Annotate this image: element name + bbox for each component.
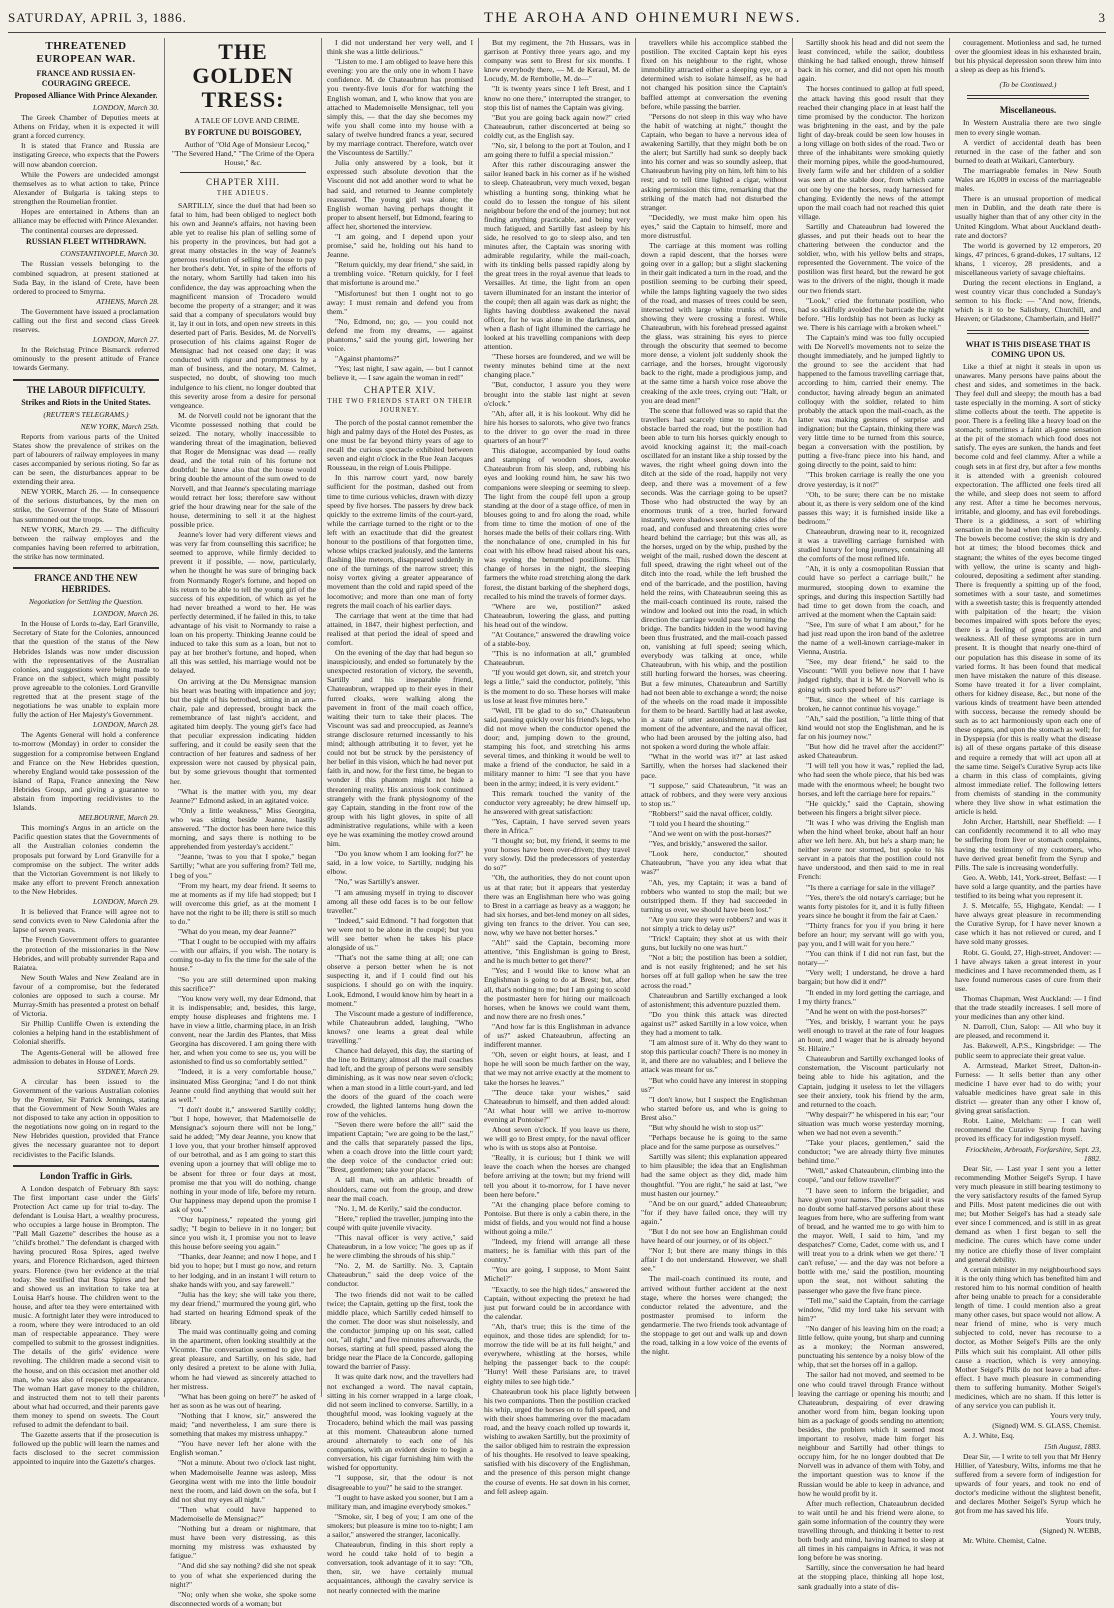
story-paragraph: "Thirty francs for you if you bring it here before an hour; my servant will go with you, pay you, and I will wait for you here." xyxy=(798,920,944,949)
story-paragraph: "See, my dear friend," he said to the Viscount: "Will you believe now that I have judged rightly, that it is M. de Norvell who is going with such speed before us?" xyxy=(798,657,944,694)
story-paragraph: "Ah, yes, my Captain; it was a band of robbers who wanted to stop the mail; but we outstripped them. If they had succeeded in turning us over, we should have been lost." xyxy=(641,877,787,914)
letter-dateline: 15th August, 1883. xyxy=(1043,1441,1101,1451)
story-paragraph: "Look," cried the fortunate postilion, who had so skilfully avoided the barricade the night before. "His lordship has not been as lucky as we. There is his carriage with a broken wheel." xyxy=(798,295,944,332)
article-paragraph: The Gazette asserts that if the prosecution is followed up the public will learn the names and facts disclosed to the secret commission appointed to inquire into the Gazette's charges. xyxy=(13,1430,159,1467)
chapter-heading: CHAPTER XIII. xyxy=(206,177,280,188)
misc-item: The world is governed by 12 emperors, 20 kings, 47 princes, 6 grand-dukes, 17 sultans, 12 khans, 1 viceroy, 28 presidents, and a miscellaneous variety of savage chieftains. xyxy=(955,240,1101,277)
story-paragraph: "Seven there were before the all!" said the impatient Captain; "we are going to be the last," and the calls that separately passed the lips, when a coach drove into the little court yard; the deep voice of the conductor cried out: "Brest, gentlemen; take your places." xyxy=(327,1119,474,1175)
dateline: ATHENS, March 28. xyxy=(96,296,159,306)
story-paragraph: "Listen to me. I am obliged to leave here this evening: you are the only one in whom I have confidence. M. de Chateaubrun has promised you twenty-five louis d'or for watching the English woman, and I, who know that you are attached to Mademoiselle Mensignac, tell you simply this, — that the day she becomes my wife you shall come into my house with a salary of twelve hundred francs a year, secured by my marriage contract. Therefore, watch over the Viscountess de Sartilly." xyxy=(327,57,473,158)
story-paragraph: "This naval officer is very active," said Chateaubrun, in a low voice; "he goes up as if he were climbing the shrouds of his ship." xyxy=(327,1233,473,1261)
subhead-strikes: Strikes and Riots in the United States. xyxy=(21,397,151,407)
headline-miscellaneous: Miscellaneous. xyxy=(999,105,1057,116)
misc-item: A verdict of accidental death has been returned in the case of the father and son burned to death at Waikari, Canterbury. xyxy=(955,137,1101,165)
story-paragraph: "At the changing place before coming to Pontoise. But there is only a cabin there, in the midst of fields, and you would not find a house without going a mile." xyxy=(484,1199,630,1236)
story-paragraph: "Ah, it is only a cosmopolitan Russian that could have so perfect a carriage built," he murmured, stooping down to examine the springs, and during this inspection Sartilly had had time to get down from the coach, and arrived at the moment when the Captain said: xyxy=(798,564,944,619)
story-paragraph: "Perhaps because he is going to the same place and for the same purpose as ourselves." xyxy=(641,1133,787,1152)
story-paragraph: The sailor had not moved, and seemed to be one who could travel through France without leaving the carriage or opening his mouth; and Chateaubrun, despairing of ever drawing another word from him, began looking upon him as a package of goods sending no attention; besides, the problem which it seemed most important to resolve, made him forget his neighbour and Sartilly had other things to occupy him, for he no longer doubted that De Norvell was in advance of them with Toby, and the important question was to know if the Russian would be able to keep in advance, and how he would profit by it. xyxy=(798,1370,944,1498)
headline-london-traffic: London Traffic in Girls. xyxy=(39,1170,133,1181)
story-paragraph: "What has been going on here?" he asked of her as soon as he was out of hearing. xyxy=(170,1391,316,1410)
story-paragraph: "But I do not see how an Englishman could have heard of our journey, or of its object." xyxy=(641,1227,787,1246)
story-paragraph: "Not a minute. About two o'clock last night, when Mademoiselle Jeanne was asleep, Miss Georgina went with me into the little boudoir next the room, and laid down on the sofa, but I did not shut my eyes all night." xyxy=(170,1458,316,1504)
story-paragraph: "You are going, I suppose, to Mont Saint Michel?" xyxy=(484,1265,630,1284)
story-paragraph: "Yes; and I would like to know what an Englishman is going to do at Brest; but, after all, that's nothing to me; but I am going to scold the postmaster here for hiring our mailcoach horses, when he knows we could want them, and now there are no fresh ones." xyxy=(484,966,630,1021)
story-paragraph: "Where are we, postilion?" asked Chateaubrun, lowering the glass, and putting his head out of the window. xyxy=(484,601,630,629)
story-paragraph: "Do you think this attack was directed against us?" asked Sartilly in a low voice, when they had a moment to talk. xyxy=(641,1009,787,1038)
story-paragraph: "Oh, the authorities, they do not count upon us at that rate; but it appears that yesterday there was an Englishman here who was going to Brest in a carriage as heavy as a waggon; he had six horses, and bet-lend money on all sides, giving ten francs to the driver. You can see, now, why we have not better horses." xyxy=(484,873,630,937)
story-paragraph: The scene that followed was so rapid that the travellers had scarcely time to note it. An obstacle barred the road, but the postilion had been able to turn his horses quickly enough to avoid knocking against it; the mail-coach oscillated for an instant like a ship tossed by the waves, the right wheel going down into the ditch at the side of the road, happily not very deep, and there was a movement of a few seconds. Was the carriage going to be upset? Those who had obstructed the way by an enormous trunk of a tree, hurled forward instantly, were shadows seen on the sides of the road, and confused and threatening cries were heard behind the carriage; but this was all, as the horses, urged on by the whip, pushed by the weight of the mail, rushed down the descent at full speed, drawing the right wheel out of the ditch into the road, while the left brushed the end of the barricade, and the postilion, having held the reins, with Chateaubrun seeing this as the mail-coach continued its route, raised the window and looked out into the road, in which direction the carriage would pass by turning the bridge. The bandits hidden in the wood having been thus frustrated, and the mail-coach passed on, vanishing at full speed; seeing which, everybody was talking at once, while Chateaubrun, with his whip, and the postilion still hurling forward the horses, was cheering. But a few minutes, Chateaubrun and Sartilly had not been able to exchange a word; the noise of the wheels on the road made it impossible for them to be heard. Sartilly had at last awoke, in a state of utter astonishment, at the last moment of the adventure, and the naval officer, who had been aroused by the jolting also, had not spoken a word during the whole affair. xyxy=(641,405,787,752)
story-paragraph: "Take your places, gentlemen," said the conductor; "we are already thirty five minutes behind time." xyxy=(798,1138,944,1166)
story-paragraph: "Are you sure they were robbers? and was it not simply a trick to delay us?" xyxy=(641,914,787,933)
story-paragraph: The horses continued to gallop at full speed, the attack having this good result that they reached their changing place in at least half the time promised by the conductor. The horizon was brightening in the east, and by the pale light of day-break could be seen low houses in a long village on both sides of the road. Two or three of the inhabitants were smoking quietly their morning pipes, while the good-humoured, lively farm wife and her children of a soldier was seen at the stable door, from which came out one by one the horses, ready harnessed for changing. Evidently the news of the attempt upon the mail coach had not reached this quiet village. xyxy=(798,84,944,221)
story-paragraph: But my regiment, the 7th Hussars, was in garrison at Pontivy three years ago, and my company was sent to Brest for six months. I knew everybody there, — M. de Keraul, M. de Locudy, M. de Rembolle, M. de—" xyxy=(484,38,630,84)
story-paragraph: M. de Norvell could not be ignorant that the Vicomte possessed nothing that could be seized. The notary, wholly inaccessible to wandering threat of the imagination, believed that Roger de Mensignac was dead — really dead, and the total ruin of his fortune not doubtful: he knew also that the house would bring double the amount of the sum owed to de Norvell, and that Jeanne's speculating marriage would retract her loss; therefore saw without grief the hour drawing near for the sale of the house, determining to sell it at the highest possible price. xyxy=(170,410,316,529)
story-paragraph: "What in the world was it?" at last asked Sartilly, when the horses had slackened their pace. xyxy=(641,752,787,780)
dateline: LONDON, March 26. xyxy=(93,609,159,619)
story-paragraph: Chateaubrun and Sartilly exchanged a look of astonishment; this adventure puzzled them. xyxy=(641,990,787,1009)
testimonial: John Archer, Hartshill, near Sheffield: — I can confidently recommend it to all who may be suffering from liver or stomach complaints, having the testimony of my customers, who have derived great benefit from the Syrup and Pills. The sale is increasing wonderfully. xyxy=(955,817,1101,872)
article-paragraph: While the Powers are undecided amongst themselves as to what action to take, Prince Alexander of Bulgaria is taking steps to strengthen the Roumelian frontier. xyxy=(13,169,159,206)
misc-item: In Western Australia there are two single men to every single woman. xyxy=(955,118,1101,137)
dateline: LONDON, March 30. xyxy=(93,103,159,112)
story-paragraph: "No. 2, M. de Sartilly. No. 3, Captain Chateaubrun," said the deep voice of the conductor. xyxy=(327,1261,473,1289)
newspaper-title: THE AROHA AND OHINEMURI NEWS. xyxy=(483,9,802,26)
story-paragraph: "And we went on with the post-horses?" xyxy=(649,829,772,839)
story-paragraph: "It is twenty years since I left Brest, and I know no one there," interrupted the stranger, to stop this list of names the Captain was giving. xyxy=(484,84,630,112)
chapter-subtitle: THE ADIEUS. xyxy=(216,189,270,197)
story-paragraph: SARTILLY, since the duel that had been so fatal to him, had been obliged to neglect both his own and Jeanne's affairs, not having been able yet to realise his plan of selling some of his property in the provinces, but had got a great many obstacles in the way of Jeanne's generous resolution of selling her house to pay her brother's debt. Yet, in spite of the efforts of the notary, whom Sartilly had taken into his confidence, the day was approaching when the magnificent mansion of Trocadero would become the property of a stranger; and it was said that a company of speculators would buy it, lay it out in lots, and open new streets in this deserted part of Paris. Besides, M. de Norvell's prosecution of his claims against Roger de Mensignac had not ceased one day; it was conducted with rigour and promptness by a man of business, and the notary, M. Calmet, suspected, no doubt, of showing too much indulgence to his client, no longer doubted that this severity arose from a desire for personal vengeance. xyxy=(170,200,316,410)
story-paragraph: "Tell me," said the Captain, from the carriage window, "did my lord take his servant with him?" xyxy=(798,1295,944,1323)
to-be-continued: (To be Continued.) xyxy=(999,80,1057,90)
article-paragraph: The Russian vessels belonging to the combined squadron, at present stationed at Suda Bay, in the island of Crete, have been ordered to proceed to Smyrna. xyxy=(13,259,159,296)
story-paragraph: Sartilly, since the conversation he had heard at the stopping place, thinking all hope lost, sank gradually into a state of dis- xyxy=(798,1563,944,1591)
story-paragraph: "But how did he travel after the accident?" asked Chateaubrun. xyxy=(798,742,944,761)
story-paragraph: "That's not the same thing at all; one can observe a person better when he is not suspecting it, and if I could find out his suspicions. I should go on with the inquiry. Look, Edmond, I would know him by heart in a moment." xyxy=(327,953,473,1008)
story-paragraph: "What do you mean, my dear Jeanne?" xyxy=(178,927,297,937)
story-paragraph: I did not understand her very well, and I think she was a little delirious." xyxy=(327,38,473,57)
story-paragraph: On arriving at the Du Mensignac mansion his heart was beating with impatience and joy; but the sight of his betrothed, sitting in an arm-chair, pale and depressed, brought back the remembrance of last night's accident, and agitated him deeply. The young girl's face had that peculiar expression indicating hidden suffering, and it could be easily seen that the contraction of her features and sadness of her expression were not caused by physical pain, but by some grievous thought that tormented her. xyxy=(170,676,316,786)
story-paragraph: Sartilly and Chateaubrun had lowered the glasses, and put their heads out to hear the chattering between the conductor and the soldier, who, with his yellow belts and straps, represented the Government. The voice of the postilion was first heard, but the reward he got was to the drivers of the night, though it made our two friends start. xyxy=(798,221,944,295)
headline-disease: WHAT IS THIS DISEASE THAT IS COMING UPON US. xyxy=(965,339,1091,359)
dateline: LONDON, March 28. xyxy=(93,720,159,730)
story-paragraph: After much reflection, Chateaubrun decided to wait until he and his friend were alone, to gain some information of the country they were travelling through, and thinking it better to rest both body and mind, having learned to sleep at all times in his campaigns in Africa, it was not long before he was snoring. xyxy=(798,1498,944,1563)
news-columns xyxy=(8,38,1106,1608)
story-paragraph: The two friends did not wait to be called twice; the Captain, getting up the first, took the middle place, which Sartilly ceded himself to the corner. The door was shut noiselessly, and the conductor jumping up on his seat, called out, "all right," and five minutes afterwards, the horses, starting at full speed, passed along the bridge near the Place de la Concorde, galloping toward the barrier of Passy. xyxy=(327,1289,473,1372)
headline-labour-difficulty: THE LABOUR DIFFICULTY. xyxy=(26,384,146,395)
story-paragraph: The carriage that went at the time that had attained, in 1847, their highest perfection, and realised at that period the ideal of speed and comfort. xyxy=(327,610,473,647)
story-paragraph: "I am almost sure of it. Why do they want to stop this particular coach? There is no money in it, and there are no valuables; and I believe the attack was meant for us." xyxy=(641,1038,787,1075)
story-paragraph: "Nor I; but there are many things in this affair I do not understand. However, we shall see." xyxy=(641,1246,787,1274)
letter-paragraph: Dear Sir, — I write to tell you that Mr Henry Hillier, of Yatesbury, Wilts, informs me that he suffered from a severe form of indigestion for upwards of four years, and took no end of doctor's medicine without the slightest benefit, and declares Mother Seigel's Syrup which he got from me has saved his life. xyxy=(955,1451,1101,1516)
dateline: MELBOURNE, March 29. xyxy=(78,813,159,823)
letter-paragraph: Dear Sir, — Last year I sent you a letter recommending Mother Seigel's Syrup. I have very much pleasure in still bearing testimony to the very satisfactory results of the famed Syrup and Pills. Most patent medicines die out with me; but Mother Seigel's has had a steady sale ever since I commenced, and is still in as great demand as when I first began to sell the medicine. The cures which have come under my notice are chiefly those of liver complaint and general debility. xyxy=(955,1163,1101,1264)
testimonial: Robt. Laine, Melcham: — I can well recommend the Curative Syrup from having proved its efficacy for indigestion myself. xyxy=(955,1116,1101,1144)
story-paragraph: Chateaubrun and Sartilly exchanged looks of consternation, the Viscount particularly not being able to hide his agitation, and the Captain, judging it useless to let the villagers see their anxiety, took his friend by the arm, and returned to the coach. xyxy=(798,1054,944,1109)
story-paragraph: The carriage at this moment was rolling down a rapid descent, that the horses were going over in a gallop; but a slight slackening in their gait indicated a turn in the road, and the postilion seeming to be curbing their speed, while the lamps lighting vaguely the two sides of the road, and masses of trees could be seen, intersected with large white trunks of trees, showing they were crossing a forest. While Chateaubrun, with his forehead pressed against the glass, was straining his eyes to pierce through the obscurity that seemed to become more dense, a violent jolt suddenly shook the carriage, and the horses, brought vigorously back to the right, made a prodigious jump, and at the same time a harsh voice rose above the creaking of the axle trees, crying out: "Halt, or you are dead men!" xyxy=(641,241,787,405)
story-paragraph: This remark touched the vanity of the conductor very agreeably; he drew himself up, he answered with great satisfaction: xyxy=(484,788,630,816)
story-paragraph: "Indeed," said Edmond. "I had forgotten that we were not to be alone in the coupé; but you will see better when he takes his place alongside of us." xyxy=(327,915,473,953)
story-paragraph: "I don't know, but I suspect the Englishman who started before us, and who is going to Brest also." xyxy=(641,1094,787,1122)
story-paragraph: "Against phantoms?" xyxy=(335,354,400,364)
article-paragraph: This morning's Argus in an article on the Pacific question states that the Governments of all the Australian colonies condemn the proposals put forward by Lord Granville for a compromise on the subject. The writer adds that the Victorian Government is not likely to make any effort to prevent French annexation to the New Hebrides. xyxy=(13,823,159,896)
story-paragraph: The mail-coach continued its route, and arrived without further accident at the next stage, where the horses were changed; the conductor related the adventure, and the postmaster promised to inform the gendarmerie. The two friends took advantage of the stoppage to get out and walk up and down the road, talking in a low voice of the events of the night. xyxy=(641,1274,787,1357)
story-paragraph: "No, sir, I belong to the port at Toulon, and I am going there to fulfil a special mission." xyxy=(484,141,630,160)
story-paragraph: "I am going, and I depend upon your promise," said he, holding out his hand to Jeanne. xyxy=(327,231,473,260)
story-paragraph: "But who could have any interest in stopping us?" xyxy=(641,1075,787,1094)
story-paragraph: "But why should he wish to stop us?" xyxy=(649,1122,763,1132)
article-paragraph: The Agents General will hold a conference to-morrow (Monday) in order to consider the suggestion for a compromise between England and France on the New Hebrides question, whereby England would take possession of the island of Rapa, France annexing the New Hebrides Group, and giving a guarantee to abstain from importing recidivistes to the Islands. xyxy=(13,730,159,813)
story-paragraph: "Trick! Captain; they shot at us with their guns, but luckily no one was hurt." xyxy=(641,934,787,953)
story-paragraph: In this narrow court yard, now barely sufficient for the postman, dashed out from time to time curious vehicles, drawn with dizzy speed by five horses. The passers by drew back quickly to the extreme limits of the court-yard, while the carriage turned to the right or to the left with an exactitude that did the greatest honour to the postilions of that forgotten time, whose whips cracked jealously, and the lanterns flashing like meteors, disappeared suddenly in one of the turnings of the narrow street; this noisy vortex giving a greater appearance of movement than the cold and rapid speed of the locomotive; and more than one man of forty regrets the mail coach of his earlier days. xyxy=(327,473,473,610)
letter-addressee: A. J. White, Esq. xyxy=(963,1431,1015,1441)
story-paragraph: "No. 1, M. de Kerily," said the conductor. xyxy=(335,1203,462,1213)
story-paragraph: "You know very well, my dear Edmond, that it is indispensable; and, besides, this large, empty house displeases and frightens me. I have in view a little, charming place, in an Irish convent, near the Jardin des Plantes, that Miss Georgina has discovered. I am going there with her, and when you come to see us, you will be astonished to find us so comfortably settled." xyxy=(170,993,316,1067)
article-paragraph: Sir Phillip Cunliffe Owen is extending the colonies a helping hand in the establishment of Colonial sheriffs. xyxy=(13,1019,159,1047)
testimonial: Robt. G. Gould, 27, High-street, Andover: — I have always taken a great interest in your medicines and I have recommended them, as I have found numerous cases of cure from their use. xyxy=(955,947,1101,993)
story-paragraph: "It ended in my lord getting the carriage, and I my thirty francs." xyxy=(798,987,944,1006)
story-paragraph: "Do you know whom I am looking for?" he said, in a low voice, to Sartilly, nudging his elbow. xyxy=(327,849,473,877)
letter-addressee: Mr. White. Chemist, Calne. xyxy=(963,1536,1047,1546)
divider xyxy=(180,172,306,173)
letter-closing: Yours truly, xyxy=(1065,1516,1101,1526)
story-paragraph: "No," was Sartilly's answer. xyxy=(335,877,420,887)
dateline: LONDON, March 29. xyxy=(93,897,159,907)
story-paragraph: The Captain's mind was too fully occupied with De Norvell's movements not to seize the thought immediately, and he jumped lightly to the ground to see the accident that had happened to the famous travelling carriage that, according to him, carried their enemy. The conductor, having already begun an animated colloquy with the soldier, related to him probably the attack upon the mail-coach, as the latter was making gestures of surprise and indignation; but the Captain, thinking there was very little time to be turned from this source, began a conversation with the postilion, by putting a five-franc piece into his hand, and going directly to the point, said to him: xyxy=(798,333,944,470)
subhead-negotiation: Negotiation for Settling the Question. xyxy=(28,597,144,607)
story-paragraph: A tall man, with an athletic breadth of shoulders, came out from the group, and drew near the mail coach. xyxy=(327,1175,473,1203)
story-paragraph: Julia only answered by a look, but it expressed such absolute devotion that the Viscount did not add another word to what he had said, and returned to Jeanne completely reassured. The young girl was alone; the English woman having perhaps thought it proper to absent herself, but Edmond, fearing to affect her, shortened the interview. xyxy=(327,158,473,231)
testimonial: N. Darroll, Clun, Salop: — All who buy it are pleased, and recommend it. xyxy=(955,1022,1101,1041)
column-2 xyxy=(165,38,322,1608)
masthead xyxy=(8,4,1106,33)
section-divider xyxy=(967,330,1089,334)
testimonial: A. Armstead, Market Street, Dalton-in-Furness: — It sells better than any other medicine I have ever had to do with; your valuable medicines have great sale in this district — greater than any other I know of, giving great satisfaction. xyxy=(955,1060,1101,1116)
story-paragraph: "Oh, seven or eight hours, at least, and I hope he will soon be much farther on the way, that we may not arrive exactly at the moment to take the horses he leaves." xyxy=(484,1050,630,1087)
story-paragraph: "Yes, Captain, I have served seven years there in Africa." xyxy=(484,816,630,835)
column-7 xyxy=(950,38,1106,1546)
article-paragraph: Reports from various parts of the United States show the prevalence of strikes on the part of labourers of railway employees in many cases accompanied by serious rioting. So far as can be seen, the disturbances appear to be extending their area. xyxy=(13,431,159,487)
story-paragraph: "So you are still determined upon making this sacrifice?" xyxy=(170,974,316,993)
story-paragraph: "Oh, to be sure; there can be no mistake about it, as there is very seldom one of the kind passes this way; it is furnished inside like a bedroom." xyxy=(798,489,944,526)
headline-european-war: THREATENED EUROPEAN WAR. xyxy=(36,40,136,65)
article-paragraph: The Agents-General will be allowed free admission to debates in House of Lords. xyxy=(13,1047,159,1066)
story-paragraph: "Look here, conductor," shouted Chateaubrun, "have you any idea what that was?" xyxy=(641,849,787,877)
story-paragraph: "He quickly," said the Captain, showing between his fingers a bright silver piece. xyxy=(798,798,944,817)
author-note: Author of "Old Age of Monsieur Lecoq," "The Severed Hand," "The Crime of the Opera House," &c. xyxy=(171,140,315,168)
story-paragraph: "No danger of his leaving him on the road; a little fellow, quite young, but sharp and cunning as a monkey; the Norman answered, punctuating his sentence by a noisy blow of the whip, that set the horses off in a gallop. xyxy=(798,1323,944,1370)
story-paragraph: "See, I'm sure of what I am about," for he had just read upon the iron band of the axletree the name of a well-known carriage-maker in Vienna, Austria. xyxy=(798,619,944,657)
story-paragraph: Sartilly shook his head and did not seem the least convinced, while the sailor, doubtless thinking he had talked enough, threw himself back in his corner, and did not open his mouth again. xyxy=(798,38,944,84)
misc-item: There is an unusual proportion of medical men in Dublin, and the death rate there is usually higher than that of any other city in the United Kingdom. What about Auckland death-rate and doctors? xyxy=(955,194,1101,240)
section-divider xyxy=(13,1165,159,1167)
serial-subtitle: A TALE OF LOVE AND CRIME. xyxy=(194,116,300,125)
story-paragraph: "If you would get down, sir, and stretch your legs a little," said the conductor, politely, "this is the moment to do so. These horses will make us lose at least five minutes here." xyxy=(484,668,630,705)
article-paragraph: NEW YORK, March 29. — The difficulty between the railway employes and the companies having been referred to arbitration, the strike has now terminated. xyxy=(13,524,159,561)
letter-paragraph: A certain minister in my neighbourhood says it is the only thing which has benefited him and restored him to his normal condition of health after being unable to preach for a considerable length of time. I could mention also a great many other cases, but space would not allow. A near friend of mine, who is very much subjected to cold, never has recourse to a doctor, as Mother Seigel's Pills are the only Pills which suit his complaint. All other pills cause a reaction, which is very annoying. Mother Seigel's Pills do not leave a bad after-effect. I have much pleasure in commending them to suffering humanity. Mother Seigel's medicines, which are no sham. If this letter is of any service you can publish it. xyxy=(955,1264,1101,1411)
story-paragraph: The Viscount made a gesture of indifference, while Chateaubrun added, laughing, "Who knows? one learns a great deal while travelling." xyxy=(327,1008,473,1046)
dateline: SYDNEY, March 29. xyxy=(97,1066,159,1076)
chapter-heading: CHAPTER XIV. xyxy=(363,385,437,396)
serial-byline: BY FORTUNE DU BOISGOBEY, xyxy=(184,128,302,138)
credit-line: (REUTER'S TELEGRAMS.) xyxy=(43,409,129,419)
story-paragraph: "Robbers!" said the naval officer, coldly. xyxy=(649,808,773,818)
story-paragraph: "And did she say nothing? did she not speak to you of what she experienced during the night?" xyxy=(170,1561,316,1589)
story-paragraph: "These horses are foundered, and we will be twenty minutes behind time at the next changing place." xyxy=(484,352,630,380)
letter-closing: Yours very truly, xyxy=(1050,1411,1101,1421)
story-paragraph: "I suppose, sir, that the odour is not disagreeable to you?" he said to the stranger. xyxy=(327,1473,473,1492)
story-paragraph: "This is no information at all," grumbled Chateaubrun. xyxy=(484,649,630,668)
testimonial: Thomas Chapman, West Auckland: — I find that the trade steadily increases. I sell more of your medicines than any other kind. xyxy=(955,994,1101,1022)
story-paragraph: "From my heart, my dear friend. It seems to me at moments as if my life had stopped; but I will overcome this grief, as at the moment I have not the right to be ill; there is still so much to do." xyxy=(170,880,316,926)
story-paragraph: "Yes; last night, I saw again, — but I cannot believe it, — I saw again the woman in red!" xyxy=(327,364,473,383)
article-paragraph: In the House of Lords to-day, Earl Granville, Secretary of State for the Colonies, announced that the question of the status of the New Hebrides Islands was now under discussion with the representatives of the Australian colonies, and suggestions were being made to France on the subject, which might possibly prove agreeable to the colonies. Lord Granville regretted that at the present stage of the negotiations he was unable to explain more fully the action of Her Majesty's Government. xyxy=(13,619,159,720)
column-5 xyxy=(636,38,793,1397)
story-paragraph: "But, since the wheel of his carriage is broken, he cannot continue his voyage." xyxy=(798,694,944,713)
story-paragraph: "No, Edmond, no; go, — you could not defend me from my dreams, — against phantoms," said the young girl, lowering her voice. xyxy=(327,316,473,354)
chapter-subtitle: THE TWO FRIENDS START ON THEIR JOURNEY. xyxy=(327,397,473,414)
subhead-france-russia: FRANCE AND RUSSIA EN-COURAGING GREECE. xyxy=(36,69,136,88)
story-paragraph: "I am amusing myself in trying to discover among all these odd faces is to be our fellow traveller." xyxy=(327,887,473,915)
story-paragraph: "Yes, there's the old notary's carriage; but he wants forty pistoles for it, and it is fully fifteen years since he bought it from the fair at Caen.' xyxy=(798,892,944,920)
story-paragraph: "What is the matter with you, my dear Jeanne?" Edmond asked, in an agitated voice. xyxy=(170,786,316,805)
story-paragraph: "Really, it is curious; but I think we will leave the coach when the horses are changed before arriving at the town; but my friend will tell you about it to-morrow, for I have never been here before." xyxy=(484,1153,630,1199)
dateline: CONSTANTINOPLE, March 30. xyxy=(60,249,159,259)
story-paragraph: "Ah!" said the Captain, becoming more attentive, "this Englishman is going to Brest, and he is much better to get there?" xyxy=(484,938,630,966)
section-divider xyxy=(967,95,1089,99)
story-paragraph: "You have never left her alone with the English woman." xyxy=(170,1439,316,1458)
article-paragraph: New South Wales and New Zealand are in favour of a compromise, but the federated colonies are opposed to such a course. Mr Murray-Smith has presented a protest on behalf of Victoria. xyxy=(13,972,159,1019)
column-1 xyxy=(8,38,165,1467)
article-paragraph: In the Reichstag Prince Bismarck referred ominously to the present attitude of France towards Germany. xyxy=(13,345,159,373)
story-paragraph: "Ah, after all, it is his lookout. Why did he hire his horses to salorots, who give two francs to the driver to go over the road in three quarters of an hour?" xyxy=(484,408,630,446)
story-paragraph: Chateaubrun took his place lightly between his two companions. Then the postilion cracked his whip, urged the horses on to full speed, and with their shoes hammering over the macadam road, and the heavy coach rolled up towards it, wishing to awaken Sartilly, but the proximity of the sailor obliged him to restrain the expression of his thoughts. He resolved to leave speaking, satisfied with his discovery of the Englishman, and the presence of this person might change the course of events. He sat down in his corner, and fell asleep again. xyxy=(484,1386,630,1496)
story-paragraph: "This broken carriage is really the one you drove yesterday, is it not?" xyxy=(798,470,944,489)
story-paragraph: "Misfortunes! but then I ought not to go away: I must remain and defend you from them." xyxy=(327,288,473,316)
story-paragraph: "Indeed, my friend will arrange all these matters; he is familiar with this part of the country." xyxy=(484,1237,630,1265)
story-paragraph: "Why despair?" he whispered in his ear; "our situation was much worse yesterday morning, when we had not even a seventh." xyxy=(798,1109,944,1137)
headline-new-hebrides: FRANCE AND THE NEW HEBRIDES. xyxy=(34,573,138,595)
testimonial: Jas. Bakewell, A.P.S., Kingsbridge: — The public seem to appreciate their great value. xyxy=(955,1041,1101,1060)
article-paragraph: The Government have issued a proclamation calling out the first and second class Greek reserves. xyxy=(13,306,159,335)
story-paragraph: "I suppose," said Chateaubrun, "it was an attack of robbers, and they were very anxious to stop us." xyxy=(641,780,787,808)
story-paragraph: "Julia has the key; she will take you there, my dear friend," murmured the young girl, who had started on hearing Edmond speak of the library. xyxy=(170,1289,316,1326)
serial-title: THE GOLDEN TRESS: xyxy=(192,39,294,112)
article-paragraph: A circular has been issued to the Government of the various Australian colonies by the Premier, Sir Patrick Jennings, stating that the Government of New South Wales are not disposed to take any action in opposition to the negotiations now going on in regard to the New Hebrides question, provided that France gives the necessary guarantee not to deport recidivistes to the Pacific Islands. xyxy=(13,1076,159,1159)
testimonial: Geo. A. Webb, 141, York-street, Belfast: — I have sold a large quantity, and the parties have testified to its being what you represent it. xyxy=(955,872,1101,900)
story-paragraph: "Yes, and briskly," answered the sailor. xyxy=(649,839,768,849)
article-paragraph: It is stated that France and Russia are instigating Greece, who expects that the Powers will now abandon coercion. xyxy=(13,141,159,169)
story-paragraph: Chateaubrun, drawing near to it, recognized it was a travelling carriage furnished with studied luxury for long journeys, containing all the comforts of the most refined life. xyxy=(798,526,944,564)
story-paragraph: "Persons do not sleep in this way who have the habit of watching at night," thought the Captain, who began to have a nervous idea of awakening Sartilly, that they might both be on the alert; but Sartilly had sunk so deeply back into his corner and was so soundly asleep, that Chateaubrun having pity on him, left him to his rest; and to tell time lighted a cigar, without asking permission this time, remarking that the striking of the match had not disturbed the stranger. xyxy=(641,111,787,212)
dateline: NEW YORK, March 25th. xyxy=(80,421,159,431)
story-paragraph: Chateaubrun, finding in this short reply a word he could take hold of to begin a conversation, took advantage of it to say: "Oh, then, sir, we have certainly mutual acquaintances, although the cavalry service is not nearly connected with the marine xyxy=(327,1540,473,1595)
dateline: LONDON, March 27. xyxy=(93,335,159,345)
story-paragraph: "Exactly, to see the high tides," answered the Captain, without expecting the pretext he had just put forward could be in accordance with the calendar. xyxy=(484,1284,630,1321)
story-paragraph: "I don't doubt it," answered Sartilly coldly; "but I hope, however, that Mademoiselle de Mensignac's sojourn there will not be long," said he added; "My dear Jeanne, you know that I love you, that your brother himself approved of our betrothal, and as I am going to start this evening upon a journey that will oblige me to be absent for three or four days at most, promise me that you will do nothing, change nothing in your mode of life, before my return. Our happiness may depend upon the promise I ask of you." xyxy=(170,1104,316,1214)
story-paragraph: "Very well; I understand, he drove a hard bargain; but how did it end?" xyxy=(798,968,944,987)
story-paragraph: "'Is there a carriage for sale in the village?' xyxy=(806,882,936,892)
story-paragraph: Sartilly was silent; this explanation appeared to him plausible; the idea that an Englishman had the same object as they did, made him thoughtful. "You are right," he said at last, "we must hasten our journey." xyxy=(641,1152,787,1198)
story-paragraph: "Only a little weakness," Miss Georgina, who was sitting beside Jeanne, hastily answered. "The doctor has been here twice this morning, and says there is nothing to be apprehended from yesterday's accident." xyxy=(170,805,316,852)
story-paragraph: "Then what could have happened to Mademoiselle de Mensignac?" xyxy=(170,1504,316,1523)
story-paragraph: "You can think if I did not run fast, but the notary—" xyxy=(798,949,944,968)
story-paragraph: It was quite dark now, and the travellers had not exchanged a word. The naval captain, sitting in his corner wrapped in a large cloak, did not seem inclined to converse. Sartilly, in a thoughtful mood, was looking vaguely at the Trocadero, behind which the mail was passing at this moment. Chateaubrun alone turned around alternately to each one of his companions, with an evident desire to begin a conversation, his cigar furnishing him with the wished for opportunity. xyxy=(327,1372,473,1473)
story-paragraph: "Not a bit; the postilion has been a soldier, and is not easily frightened; and he set his horses off at full gallop when he saw the tree across the road." xyxy=(641,953,787,990)
story-paragraph: The maid was continually going and coming in the apartment, often looking stealthily at the Vicomte. The conversation seemed to give her great pleasure, and Sartilly, on his side, had only desired a pretext to be alone with Julia, whom he had viewed as sincerely attached to her mistress. xyxy=(170,1327,316,1391)
subhead-russian-fleet: RUSSIAN FLEET WITHDRAWN. xyxy=(26,237,146,247)
section-divider xyxy=(13,379,159,381)
story-paragraph: "Our happiness," repeated the young girl sadly; "I begin to believe in it no longer; but since you wish it, I promise you not to leave this house before seeing you again." xyxy=(170,1214,316,1252)
story-paragraph: "I told you I heard the shouting." xyxy=(649,818,750,828)
story-paragraph: "But you are going back again now?" cried Chateaubrun, rather disconcerted at being so coldly cut, as the English say. xyxy=(484,112,630,140)
issue-date: SATURDAY, APRIL 3, 1886. xyxy=(8,10,187,25)
article-paragraph: Hopes are entertained in Athens than an alliance may be effected with Prince Alexander. xyxy=(13,207,159,226)
story-paragraph: "Nothing that I know, sir," answered the maid; "and nevertheless, I am sure there is something that makes my mistress unhappy." xyxy=(170,1410,316,1439)
article-paragraph: A London despatch of February 8th says: The first important case under the Girls' Protection Act came up for trial to-day. The defendant is Louisa Hart, a wealthy procuress, who occupies a large house in Brompton. The "Pall Mall Gazette" describes the house as a "child's brothel." The defendant is charged with having procured Rosa Spires, aged twelve years, and Florence Richardson, aged thirteen years. Florence (two her evidence at the trial today. She testified that Rosa Spires and her and showed us an invitation to take tea at Louisa Hart's house. The children went to the house, and after tea they were entertained with music. A fortnight later they were introduced to a room, where they were introduced to an old man of respectable appearance. They were compelled to submit to the grossest indignities. The details of the girls' evidence were revolting. The children made a second visit to the house, and on this occasion met another old man, who was also of respectable appearance. The woman Hart gave money to the children, and instructed them not to tell their parents about what had occurred, and their parents gave them money to spend on sweets. The Court refused to admit the defendant to bail. xyxy=(13,1183,159,1430)
story-paragraph: "The deuce take your wishes," said Chateaubrun to himself, and then added aloud: "At what hour will we arrive to-morrow evening at Pontoise?" xyxy=(484,1087,630,1124)
article-paragraph: The Greek Chamber of Deputies meets at Athens on Friday, when it is expected it will grant a forced currency. xyxy=(13,113,159,141)
story-paragraph: The porch of the postal cannot remember the high and palmy days of the Hotel des Postes, as one must be far beyond thirty years of age to recall the curious spectacle exhibited between seven and eight o'clock in the Rue Jean Jacques Rousseau, in the reign of Louis Philippe. xyxy=(327,417,473,473)
story-paragraph: "Return quickly, my dear friend," she said, in a trembling voice. "Return quickly, for I feel that misfortune is around me." xyxy=(327,260,473,288)
story-paragraph: "That I ought to be occupied with my affairs — with our affairs, if you wish. The notary is coming to-day to fix the time for the sale of the house." xyxy=(170,937,316,974)
article-paragraph: NEW YORK, March 26. — In consequence of the serious disturbances, by the men on strike, the Governor of the State of Missouri has summoned out the troops. xyxy=(13,487,159,524)
story-paragraph: couragement. Motionless and sad, he turned over the gloomiest ideas in his exhausted brain, but his physical depression soon threw him into a sleep as deep as his friend's. xyxy=(955,38,1101,75)
story-paragraph: travellers while his accomplice stabbed the postilion. The excited Captain kept his eyes fixed on his neighbour to the right, whose immobility attracted either a sleeping eye, or a determined wish to isolate himself, as he had not changed his position since the Captain's baffled attempt at conversation the evening before, while passing the barrier. xyxy=(641,38,787,111)
story-paragraph: "I thought so; but, my friend, it seems to me your horses have been over-driven; they travel very slowly. Did the predecessors of yesterday do so?" xyxy=(484,836,630,873)
misc-item: The marriageable females in New South Wales are 16,009 in excess of the marriageable males. xyxy=(955,165,1101,194)
story-paragraph: "Jeanne, 'twas to you that I spoke," began Sartilly; "what are you suffering from? Tell me, I beg of you." xyxy=(170,852,316,880)
article-paragraph: It is believed that France will agree not to send convicts even to New Caledonia after the lapse of seven years. xyxy=(13,907,159,935)
subhead-alliance: Proposed Alliance With Prince Alexander. xyxy=(14,91,158,100)
testimonial: J. S. Metcalfe, 55, Highgate, Kendal: — I have always great pleasure in recommending the Curative Syrup, for I have never known a case which it has not relieved or cured, and I have sold many grosses. xyxy=(955,901,1101,947)
story-paragraph: "Thanks, dear Jeanne; and now I hope, and I bid you to hope; but I must go now, and return to her lodging, and in an instant I will return to shake hands with you, and say farewell." xyxy=(170,1252,316,1289)
story-paragraph: "And be on our guard," added Chateaubrun; "for if they have failed once, they will try again." xyxy=(641,1198,787,1226)
column-4 xyxy=(479,38,636,1496)
story-paragraph: "And he went on with the post-horses?" xyxy=(806,1006,927,1016)
story-paragraph: "I ought to have asked you sooner, but I am a military man, and imagine everybody smokes." xyxy=(327,1492,473,1511)
story-paragraph: Chance had delayed, this day, the starting of the line to Brittany; almost all the mail coaches had left, and the group of persons were sensibly diminishing, as it was now near seven o'clock; when a man stood in a little court-yard, and led the doors of the guard of the coach were crowded, the lighted lanterns hung down the row of the vehicles. xyxy=(327,1046,473,1119)
column-6 xyxy=(793,38,950,1591)
misc-item: During the recent elections in England, a west country vicar thus concluded a Sunday's sermon to his flock: — "And now, friends, which is it to be Salisbury, Churchill, and Heaven; or Gladstone, Chamberlain, and Hell?" xyxy=(955,278,1101,324)
story-paragraph: "Smoke, sir, I beg of you; I am one of the smokers; but pleasure is mine too to-night; I am a sailor," answered the stranger, laconically. xyxy=(327,1511,473,1539)
column-3 xyxy=(322,38,479,1595)
story-paragraph: "I have seen to inform the brigadier, and have given your names. The soldier said it was no doubt some half-starved persons about these leagues from here, who are suffering from want of bread, and he wanted me to go with him to the mayor. Well, I said to him, 'and my despatches?' Come, Cadet, come with us, and I will treat you to a drink when we get there.' 'I can't refuse,' — and the day was not before a bottle with me,' said the postilion, mounting upon the seat, not without saluting the passenger who gave the five franc piece. xyxy=(798,1185,944,1295)
story-paragraph: This dialogue, accompanied by loud oaths and stamping of wooden shoes, awoke Chateaubrun from his sleep, and, rubbing his eyes and looking round him, he saw his two companions were sleeping or seeming to sleep. The light from the coupé fell upon a group standing at the door of a stage office, of men in blouses going to and fro along the road, while from time to time the motion of one of the horses made the bells of their collars ring. With the nonchalance of one, crumpled in his fur coat with his elbow head raised about his ears, was eyeing the benumbed postilions. This change of horses in the night, the sleeping farmers the white road stretching along the dark forest, the distant barking of the shepherd dogs, recalled to his mind the travels of former days. xyxy=(484,446,630,601)
story-paragraph: "Ah, that's true; this is the time of the equinox, and those tides are splendid; for to-morrow the tide will be at its full height," and everywhere, whistling at the horses, while helping the passenger back to the coupé: "Hurry! Well these Parisians are, to travel eighty miles to see high tide." xyxy=(484,1321,630,1386)
story-paragraph: "No; only when she woke, she spoke some disconnected words of a woman; but xyxy=(170,1589,316,1608)
section-divider xyxy=(13,567,159,569)
article-paragraph: The French Government offers to guarantee the protection of the missionaries in the New Hebrides, and will probably surrender Rapa and Raiatea. xyxy=(13,935,159,972)
story-paragraph: "It was I who was driving the English man when the hind wheel broke, about half an hour after we left here. Ah, but he's a sharp man; he neither swore nor stormed, but spoke to his servant in a patois that the postilion could not have understood, and then said to me in real French: xyxy=(798,817,944,882)
story-paragraph: "But, conductor, I assure you they were brought into the stable last night at seven o'clock." xyxy=(484,380,630,408)
story-paragraph: "I will tell you how it was," replied the lad, who had seen the whole piece, that his bed was made with the enormous wheel; he bought two horses, and left the carriage here for repairs." xyxy=(798,761,944,798)
letter-dateline: Friockheim, Arbroath, Forfarshire, Sept. 23, 1882. xyxy=(965,1144,1101,1163)
letter-signature: (Signed) WM. S. GLASS, Chemist. xyxy=(992,1421,1101,1431)
story-paragraph: About seven o'clock. If you leave us there, we will go to Brest empty, for the naval officer who is with us stops also at Pontoise. xyxy=(484,1124,630,1153)
story-paragraph: "Nothing but a dream or nightmare, that must have been very distressing, as this morning my mistress was exhausted by fatigue." xyxy=(170,1524,316,1561)
story-paragraph: "Indeed, it is a very comfortable house," insinuated Miss Georgina; "and I do not think Jeanne could find anything that would suit her as well." xyxy=(170,1067,316,1104)
story-paragraph: Jeanne's lover had very different views and was very far from counselling this sacrifice; he seemed to approve, while firmly decided to prevent it if possible, — now, particularly, when he thought he was sure of bringing back from Normandy Roger's fortune, and hoped on his return to be able to tell the young girl of the success of his expedition, of which as yet he had never breathed a word to her. He was perfectly determined, if he failed in this, to take advantage of his visit to Normandy to raise a loan on his property. Thinking Jeanne could be induced to take this sum as a loan, but not to pay at her brother's fortune, and hoped, when all this was settled, his marriage would not be delayed. xyxy=(170,530,316,676)
story-paragraph: "Ah," said the postilion, "a little thing of that kind would not stop the Englishman, and he is far on his journey now." xyxy=(798,713,944,742)
story-paragraph: On the evening of the day that had begun so inauspiciously, and ended so fortunately by the unexpected restoration of victory, the seventh, Sartilly and his inseparable friend, Chateaubrun, wrapped up to their eyes in their furred cloaks, were walking along the pavement in front of the mail coach office, waiting their turn to take their places. The Viscount was sad and preoccupied, as Jeanne's strange disclosure returned incessantly to his mind; although attributing it to fever, yet he could not but be struck by the persistency of her belief in this vision, which he had never put faith in, and now, for the first time, he began to wonder if this phantom might not hide a threatening reality. His anxious look continued strangely with the frank physiognomy of the gay Captain, standing in the front row of the group with his light gloves, in spite of all administrative regulations, while with a keen eye he was examining the motley crowd around him. xyxy=(327,648,473,849)
story-paragraph: "Well, I'll be glad to do so," Chateaubrun said, pausing quickly over his friend's legs, who did not move when the conductor opened the door; and, jumping down to the ground, stamping his foot, and stretching his arms several times, and thinking it would be well to make a friend of the conductor, he said in a military manner to him: "I see that you have been in the army; indeed, it is very evident." xyxy=(484,705,630,788)
story-paragraph: "And how far is this Englishman in advance of us?" asked Chateaubrun, affecting an indifferent manner. xyxy=(484,1021,630,1050)
advert-paragraph: Like a thief at night it steals in upon us unawares. Many persons have pains about the chest and sides, and sometimes in the back. They feel dull and sleepy; the mouth has a bad taste especially in the morning. A sort of sticky slime collects about the teeth. The appetite is poor. There is a feeling like a heavy load on the stomach; sometimes a faint all-gone sensation at the pit of the stomach which food does not satisfy. The eyes are sunken, the hands and feet become cold and feel clammy. After a while a cough sets in at first dry, but after a few months it is attended with a greenish coloured expectoration. The afflicted one feels tired all the while, and sleep does not seem to afford any rest. After a time he becomes nervous, irritable, and gloomy, and has evil forebodings. There is a giddiness, a sort of whirling sensation in the head when rising up suddenly. The bowels become costive; the skin is dry and hot at times; the blood becomes thick and stagnant; the whites of the eyes become tinged with yellow, the urine is scanty and high-coloured, depositing a sediment after standing. There is frequently a spitting up of the food, sometimes with a sour taste, and sometimes with a sweetish taste; this is frequently attended with palpitation of the heart; the vision becomes impaired with spots before the eyes; there is a feeling of great prostration and weakness. All of these symptoms are in turn present. It is thought that nearly one-third of our population has this disease in some of its varied forms. It has been found that medical men have mistaken the nature of this disease. Some have treated it for a liver complaint, others for kidney disease, &c., but none of the various kinds of treatment have been attended with success, because the remedy should be such as to act harmoniously upon each one of these organs, and upon the stomach as well; for in Dyspepsia (for this is really what the disease is) all of these organs partake of this disease and require a remedy that will act upon all at the same time. Seigel's Curative Syrup acts like a charm in this class of complaints, giving almost immediate relief. The following letters from chemists of standing in the community where they live show in what estimation the article is held. xyxy=(955,361,1101,817)
story-paragraph: "Well," asked Chateaubrun, climbing into the coupé, "and our fellow traveller?" xyxy=(798,1166,944,1185)
story-paragraph: "At Coutance," answered the drawling voice of a stable-boy. xyxy=(484,630,630,649)
story-paragraph: After this rather discouraging answer the sailor leaned back in his corner as if he wished to sleep. Chateaubrun, very much vexed, began whistling a hunting song, thinking what he could do to lessen the tongue of his silent neighbour before the end of the journey; but not finding anything practicable, and being very much fatigued, and Sartilly fast asleep by his side, he resolved to go to sleep also, and ten minutes after, the Captain was snoring with admirable regularity, while the mail-coach, with its tinkling bells passed rapidly along by the great trees in the royal avenue that leads to Versailles. At time, the light from an open tavern illuminated for an instant the interior of the coupé; then all again was dark as night; the lights having doubtless awakened the naval officer, for he was alone in the darkness, and when a flash of light illumined the carriage he looked at his travelling companions with deep attention. xyxy=(484,160,630,352)
letter-signature: (Signed) N. WEBB, xyxy=(1039,1526,1101,1536)
page-number: 3 xyxy=(1098,10,1106,25)
story-paragraph: "Yes, and briskly, I warrant you: he pays well enough to travel at the rate of four leagues an hour, and I wager that he is already beyond St. Hilaire." xyxy=(798,1016,944,1054)
article-paragraph: The continental courses are depressed. xyxy=(21,226,139,236)
story-paragraph: "Here," replied the traveller, jumping into the coupé with quite juvenile vivacity. xyxy=(327,1213,473,1232)
story-paragraph: "Decidedly, we must make him open his eyes," said the Captain to himself, more and more distrustful. xyxy=(641,212,787,240)
